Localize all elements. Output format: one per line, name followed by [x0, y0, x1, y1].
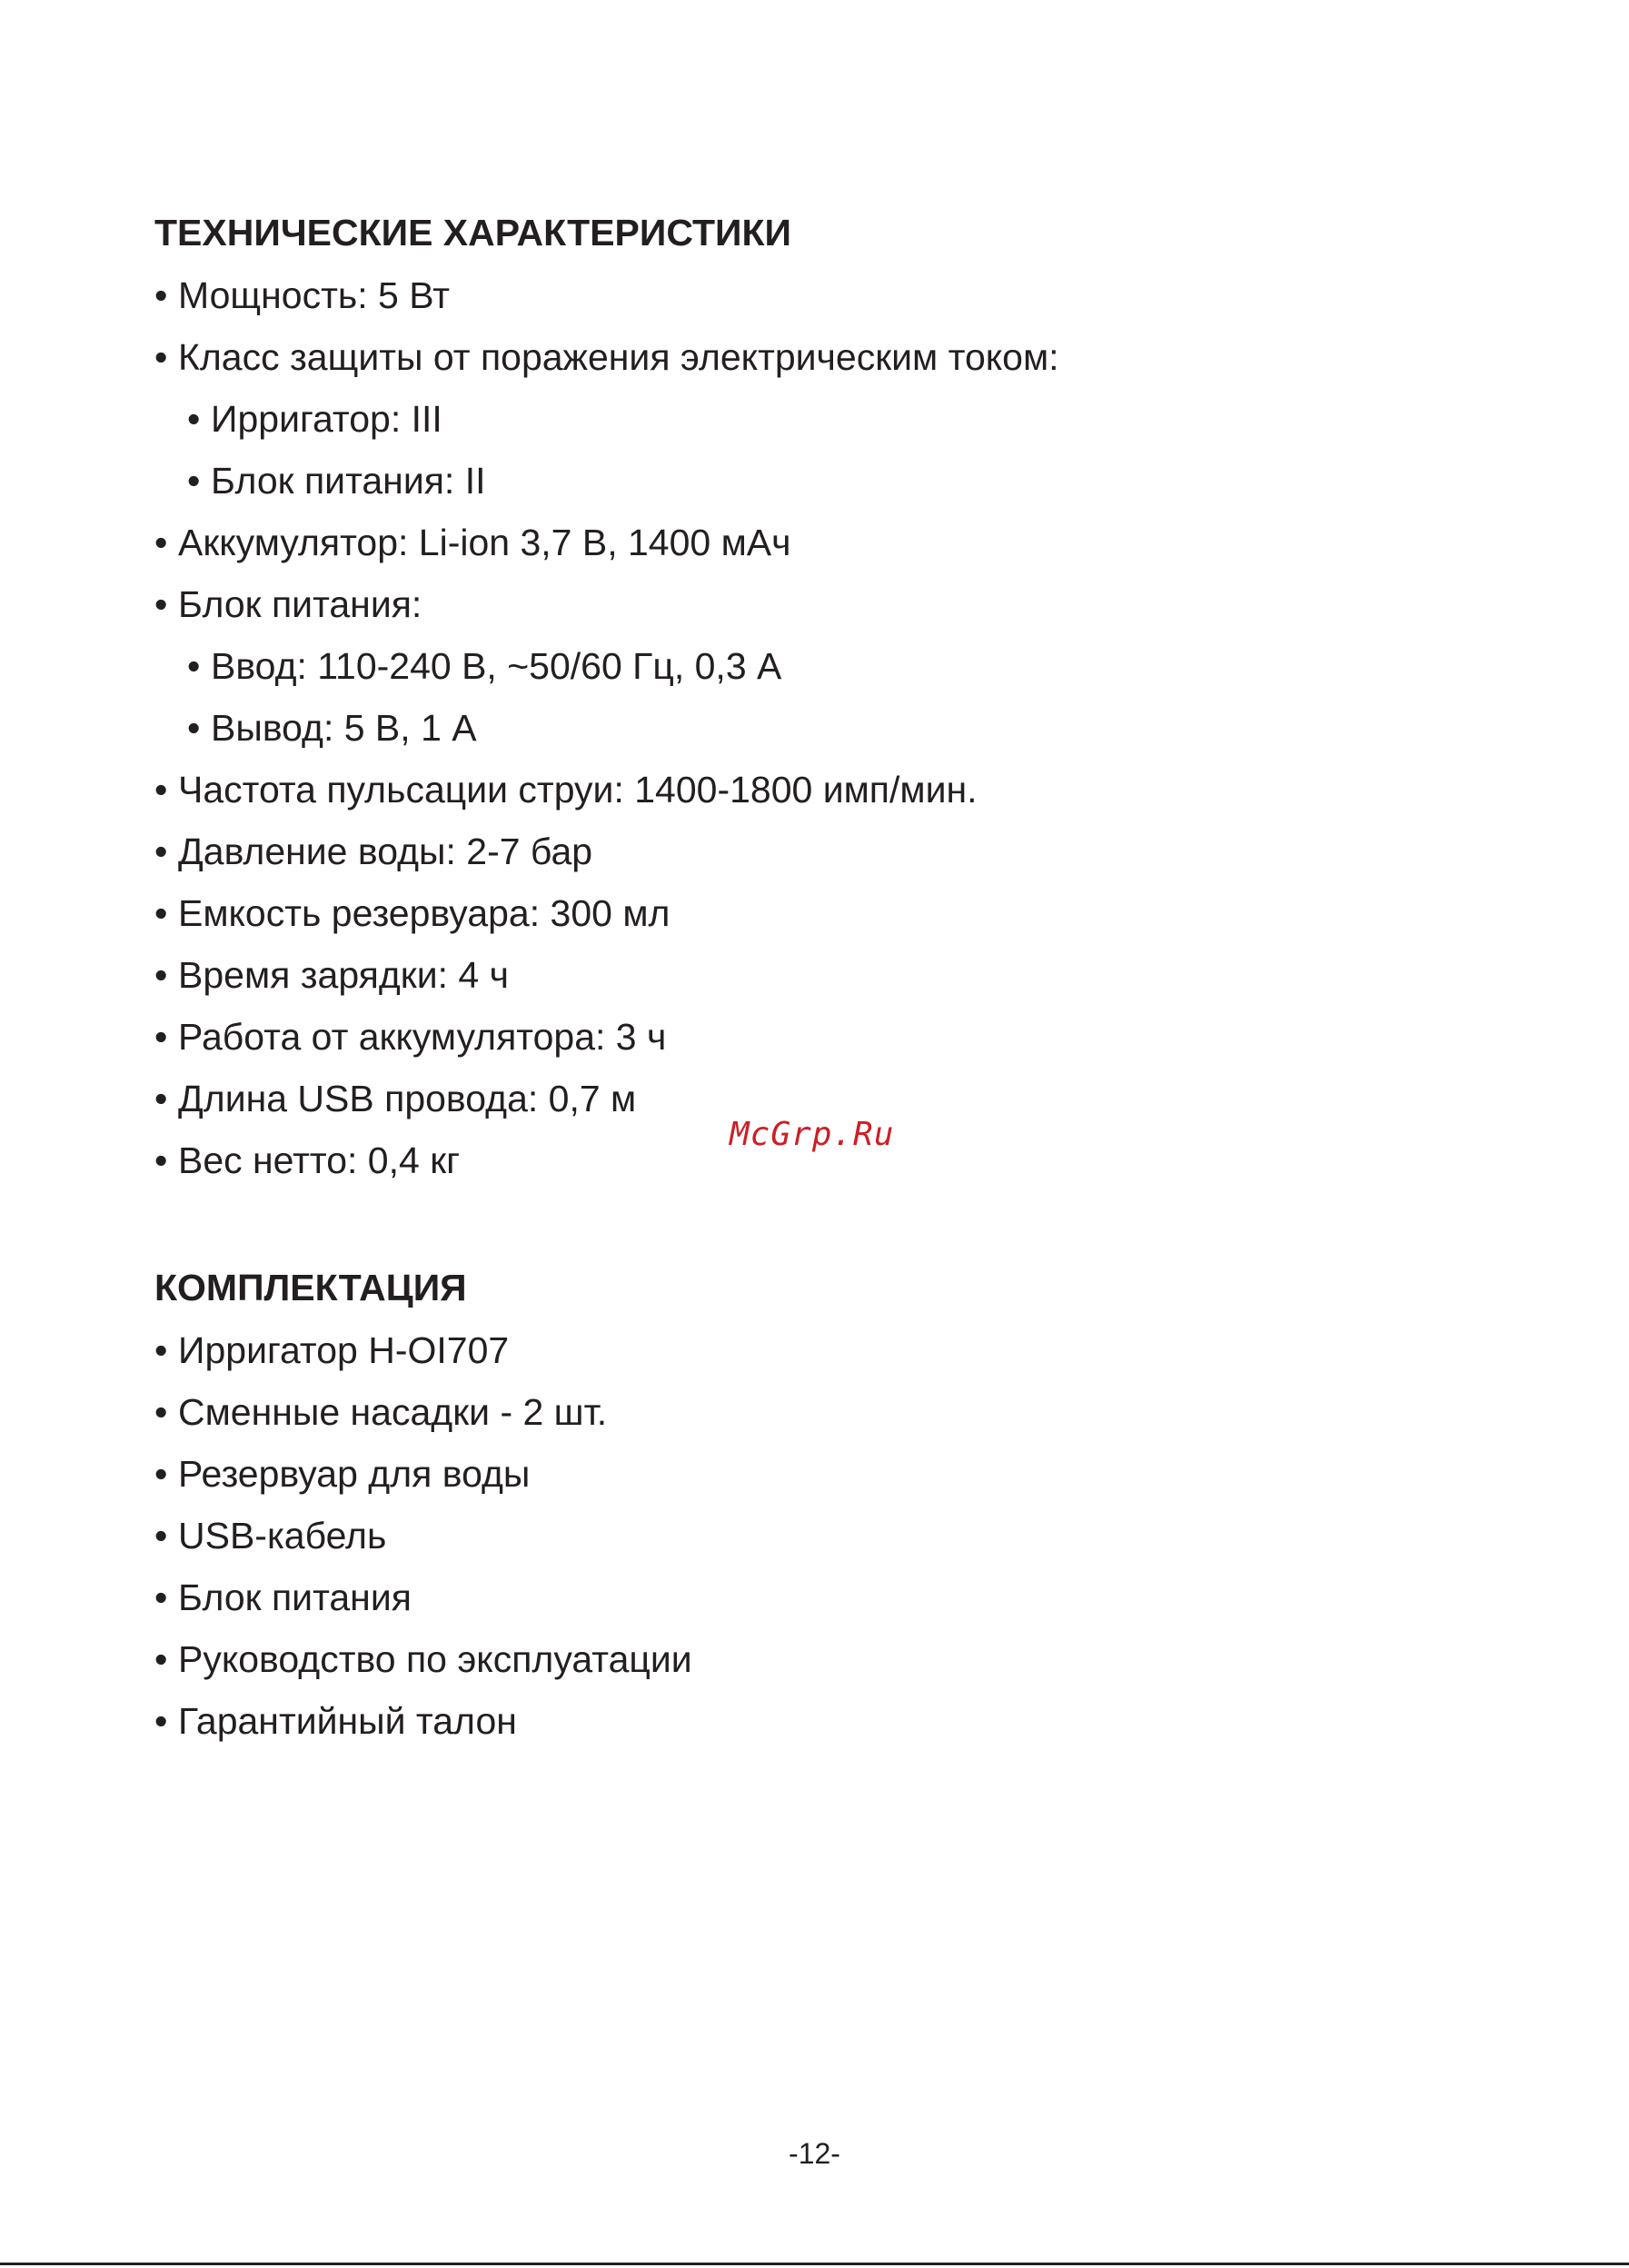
spec-item-text: Вес нетто: 0,4 кг	[178, 1139, 461, 1181]
bullet-icon: •	[154, 1139, 168, 1181]
spec-item-text: Работа от аккумулятора: 3 ч	[178, 1016, 667, 1058]
bottom-divider	[0, 2263, 1629, 2265]
spec-item-text: Класс защиты от поражения электрическим током:	[178, 336, 1059, 378]
spec-item-text: Мощность: 5 Вт	[178, 274, 450, 316]
kit-item-text: Руководство по эксплуатации	[178, 1638, 692, 1680]
spec-item-text: Время зарядки: 4 ч	[178, 954, 509, 996]
bullet-icon: •	[154, 831, 168, 872]
spec-item-text: Длина USB провода: 0,7 м	[178, 1078, 637, 1119]
spec-item-text: Аккумулятор: Li-ion 3,7 В, 1400 мАч	[178, 522, 791, 563]
spec-item-text: Блок питания:	[178, 583, 422, 625]
bullet-icon: •	[187, 707, 201, 749]
spec-item-text: Блок питания: II	[211, 460, 486, 502]
spec-item-text: Емкость резервуара: 300 мл	[178, 892, 670, 934]
bullet-icon: •	[154, 1577, 168, 1618]
spec-item-text: Вывод: 5 В, 1 А	[211, 707, 477, 749]
kit-item	[154, 1381, 692, 1443]
kit-item	[154, 1319, 692, 1381]
specs-list	[154, 264, 1059, 1191]
kit-item	[154, 1567, 692, 1628]
bullet-icon: •	[154, 892, 168, 934]
bullet-icon: •	[154, 522, 168, 563]
spec-item	[154, 512, 1059, 573]
bullet-icon: •	[154, 769, 168, 811]
kit-item-text: Гарантийный талон	[178, 1700, 517, 1742]
spec-item	[154, 264, 1059, 326]
watermark[interactable]: McGrp.Ru	[730, 1116, 895, 1153]
bullet-icon: •	[154, 1700, 168, 1742]
spec-item	[154, 944, 1059, 1006]
spec-item	[154, 759, 1059, 821]
spec-item-text: Ирригатор: III	[211, 398, 442, 440]
spec-item-text: Частота пульсации струи: 1400-1800 имп/мин.	[178, 769, 978, 811]
spec-item	[154, 388, 1059, 450]
spec-item	[154, 1129, 1059, 1191]
kit-item-text: USB-кабель	[178, 1515, 387, 1557]
page-number: -12-	[789, 2137, 840, 2170]
kit-item-text: Блок питания	[178, 1577, 412, 1618]
bullet-icon: •	[154, 954, 168, 996]
bullet-icon: •	[154, 1329, 168, 1371]
bullet-icon: •	[154, 1016, 168, 1058]
bullet-icon: •	[154, 583, 168, 625]
bullet-icon: •	[154, 274, 168, 316]
kit-item	[154, 1505, 692, 1567]
spec-item	[154, 882, 1059, 944]
spec-item	[154, 635, 1059, 697]
bullet-icon: •	[187, 398, 201, 440]
kit-item-text: Ирригатор H-OI707	[178, 1329, 510, 1371]
bullet-icon: •	[154, 1453, 168, 1495]
bullet-icon: •	[187, 460, 201, 502]
kit-list	[154, 1319, 692, 1752]
spec-item	[154, 821, 1059, 882]
spec-item	[154, 450, 1059, 512]
spec-item	[154, 1006, 1059, 1068]
kit-item	[154, 1628, 692, 1690]
spec-item	[154, 1068, 1059, 1129]
bullet-icon: •	[154, 1515, 168, 1557]
kit-item-text: Резервуар для воды	[178, 1453, 531, 1495]
bullet-icon: •	[154, 336, 168, 378]
spec-item	[154, 326, 1059, 388]
spec-item	[154, 697, 1059, 759]
kit-item	[154, 1443, 692, 1505]
kit-item	[154, 1690, 692, 1752]
spec-item	[154, 573, 1059, 635]
specs-heading: ТЕХНИЧЕСКИЕ ХАРАКТЕРИСТИКИ	[154, 212, 791, 254]
kit-item-text: Сменные насадки - 2 шт.	[178, 1391, 608, 1433]
bullet-icon: •	[154, 1638, 168, 1680]
bullet-icon: •	[154, 1391, 168, 1433]
spec-item-text: Давление воды: 2-7 бар	[178, 831, 593, 872]
kit-heading: КОМПЛЕКТАЦИЯ	[154, 1267, 467, 1308]
bullet-icon: •	[154, 1078, 168, 1119]
bullet-icon: •	[187, 645, 201, 687]
spec-item-text: Ввод: 110-240 В, ~50/60 Гц, 0,3 А	[211, 645, 782, 687]
